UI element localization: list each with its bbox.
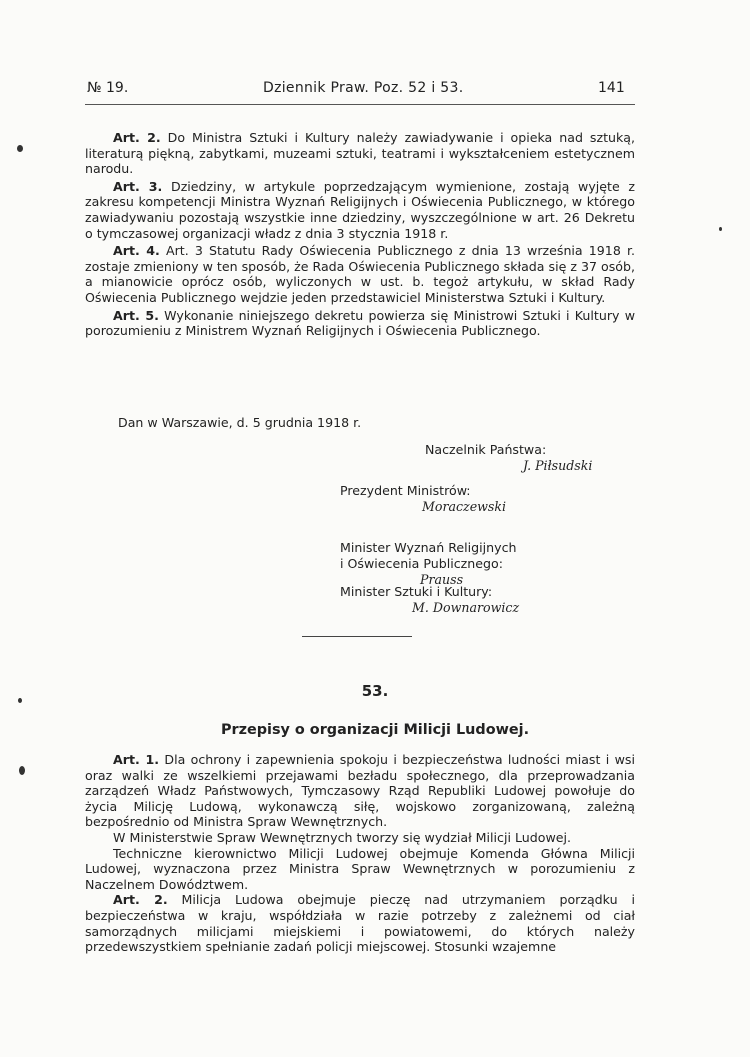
article-label: Art. 2. xyxy=(113,892,168,908)
signature-role: Minister Sztuki i Kultury: xyxy=(340,584,493,599)
article-paragraph xyxy=(85,243,635,305)
article-paragraph xyxy=(85,308,635,339)
issue-number: № 19. xyxy=(87,80,129,96)
article-paragraph xyxy=(85,830,635,846)
signature-name: J. Piłsudski xyxy=(523,458,593,473)
article-paragraph xyxy=(85,846,635,893)
signature-block xyxy=(340,584,519,616)
signature-role: Minister Wyznań Religijnych i Oświecenia Publicznego: xyxy=(340,540,517,571)
article-label: Art. 2. xyxy=(113,130,161,145)
article-paragraph xyxy=(85,892,635,954)
article-label: Art. 3. xyxy=(113,178,163,194)
article-text: Do Ministra Sztuki i Kultury należy zawiadywanie i opieka nad sztuką, literaturą piękną, zabytkami, muzeami sztuki, teatrami i wykształceniem estetycznem narodu. xyxy=(85,130,636,177)
signature-name: Prauss xyxy=(420,572,464,587)
header-rule xyxy=(85,104,635,105)
scan-speck xyxy=(19,766,25,775)
article-label: Art. 1. xyxy=(113,752,160,767)
scan-speck xyxy=(719,227,722,231)
scan-speck xyxy=(18,698,22,703)
article-text: Dla ochrony i zapewnienia spokoju i bezpieczeństwa ludności miast i wsi oraz walki ze wszelkiemi przejawami bezładu społecznego, dla przeprowadzania zarządzeń Władz Państwowych, Tymczasowy Rząd Republiki Ludowej powołuje do życia Milicję Ludową, wykonawczą siłę, wojskowo zorganizowaną, zależną bezpośrednio od Ministra Spraw Wewnętrznych. xyxy=(85,752,635,830)
header-title: Dziennik Praw. Poz. 52 i 53. xyxy=(263,80,464,96)
signature-role: Naczelnik Państwa: xyxy=(425,442,547,457)
signature-block xyxy=(340,483,506,515)
article-text: Dziedziny, w artykule poprzedzającym wymienione, zostają wyjęte z zakresu kompetencji Ministra Wyznań Religijnych i Oświecenia Publicznego, w którego zawiadywaniu pozostają wszystkie inne dziedziny, wyszczególnione w art. 26 Dekretu o tymczasowej organizacji władz z dnia 3 stycznia 1918 r. xyxy=(85,178,635,241)
signature-block xyxy=(425,442,592,474)
decree-articles xyxy=(85,130,635,339)
article-label: Art. 5. xyxy=(113,307,159,323)
article-text: Art. 3 Statutu Rady Oświecenia Publicznego z dnia 13 września 1918 r. zostaje zmieniony w ten sposób, że Rada Oświecenia Publicznego składa się z 37 osób, a mianowicie oprócz osób, wyliczonych w ust. b. tegoż artykułu, w skład Rady Oświecenia Publicznego wejdzie jeden przedstawiciel Ministerstwa Sztuki i Kultury. xyxy=(85,243,635,305)
signature-name: Moraczewski xyxy=(422,499,507,514)
article-paragraph xyxy=(85,130,635,177)
article-paragraph xyxy=(85,179,635,241)
dated-line: Dan w Warszawie, d. 5 grudnia 1918 r. xyxy=(118,415,362,430)
article-label: Art. 4. xyxy=(113,243,160,259)
article-paragraph xyxy=(85,752,635,830)
article-text: W Ministerstwie Spraw Wewnętrznych tworzy się wydział Milicji Ludowej. xyxy=(113,829,571,845)
section-separator xyxy=(302,636,412,637)
article-text: Wykonanie niniejszego dekretu powierza się Ministrowi Sztuki i Kultury w porozumieniu z Ministrem Wyznań Religijnych i Oświecenia Publicznego. xyxy=(85,307,635,339)
section-title: Przepisy o organizacji Milicji Ludowej. xyxy=(220,722,530,738)
article-text: Milicja Ludowa obejmuje pieczę nad utrzymaniem porządku i bezpieczeństwa w kraju, współdziała w razie potrzeby z zależnemi od ciał samorządnych milicjami miejskiemi i powiatowemi, do których należy przedewszystkiem spełnianie zadań policji miejscowej. Stosunki wzajemne xyxy=(85,892,635,955)
regulation-articles xyxy=(85,752,635,955)
page-number: 141 xyxy=(598,80,625,96)
section-number: 53. xyxy=(361,682,389,700)
page-header xyxy=(85,80,635,102)
signature-role: Prezydent Ministrów: xyxy=(340,483,471,498)
signature-name: M. Downarowicz xyxy=(412,600,520,615)
article-text: Techniczne kierownictwo Milicji Ludowej obejmuje Komenda Główna Milicji Ludowej, wyznaczona przez Ministra Spraw Wewnętrznych w porozumieniu z Naczelnem Dowództwem. xyxy=(85,845,635,892)
scan-speck xyxy=(17,145,23,152)
